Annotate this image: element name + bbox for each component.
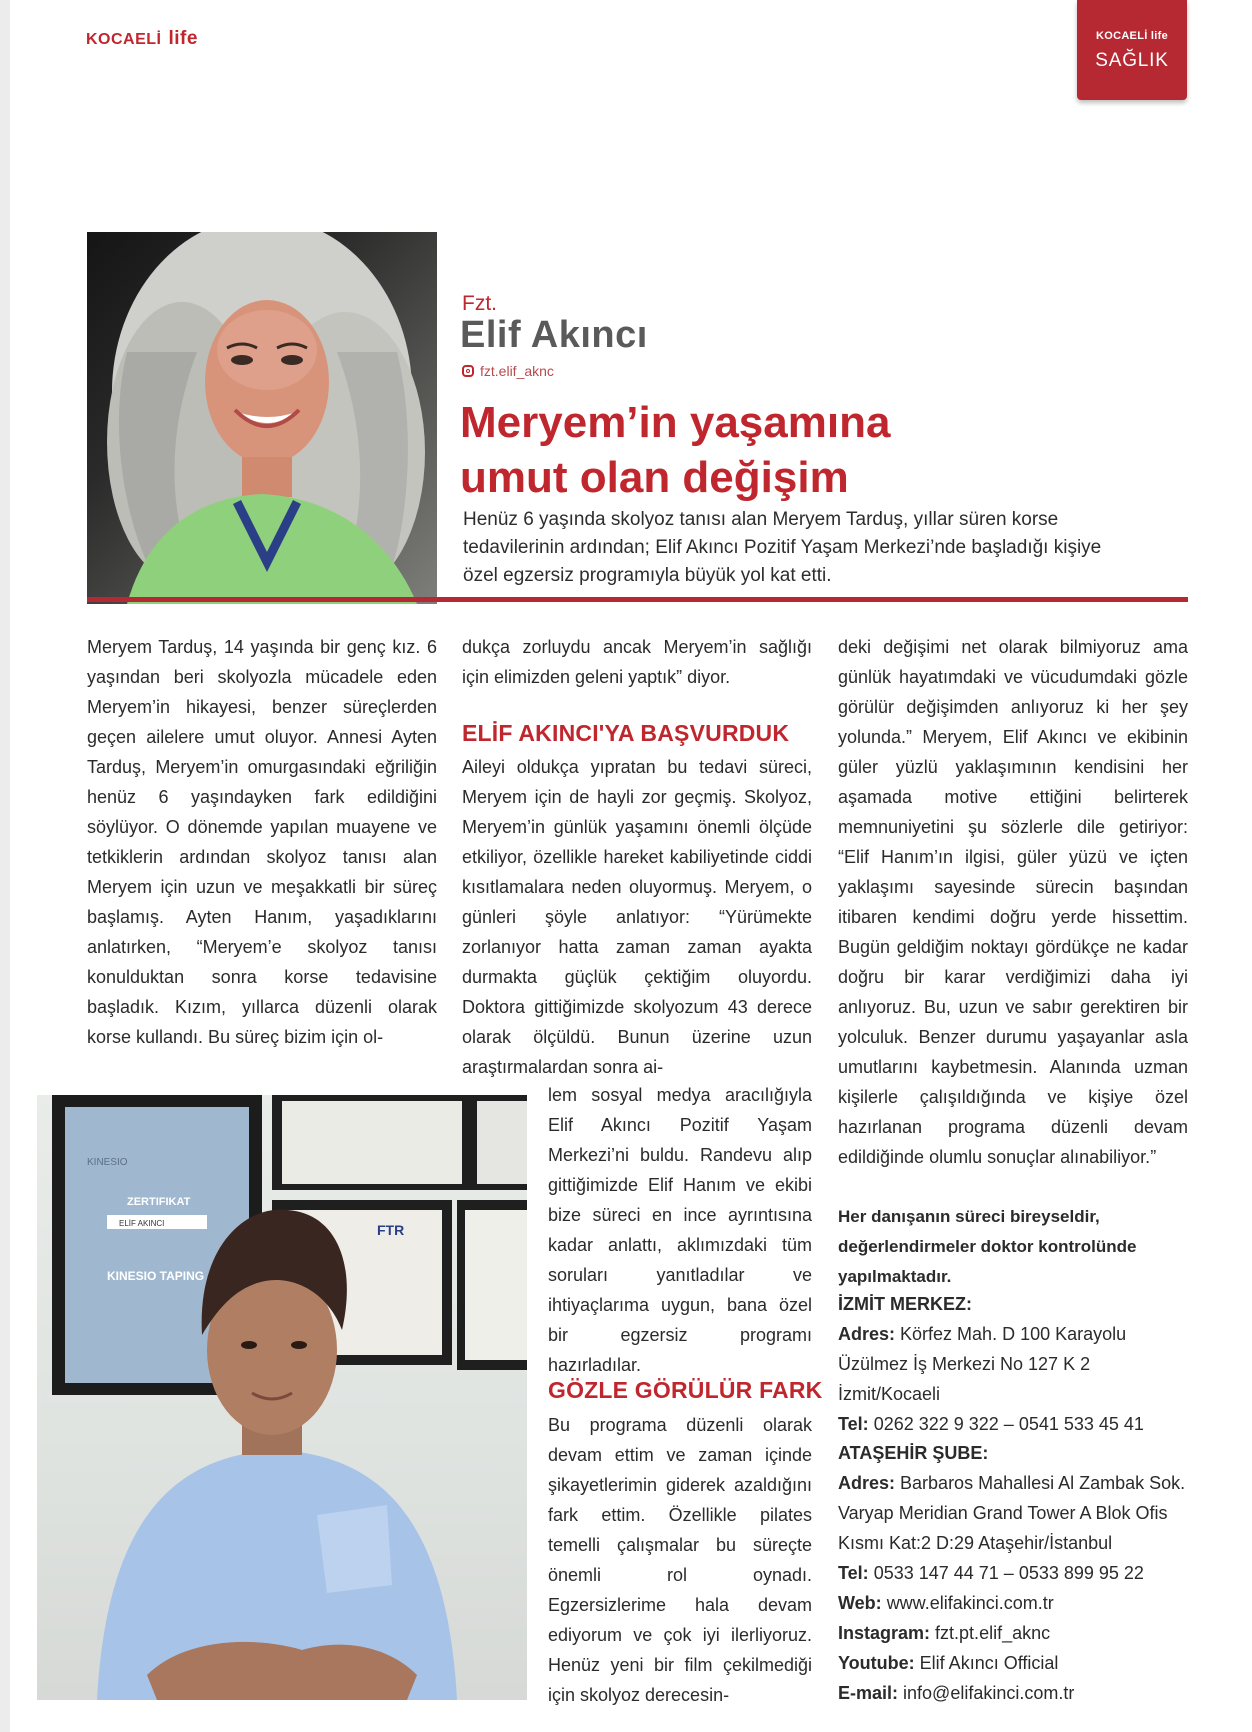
headline-line2: umut olan değişim	[460, 453, 849, 502]
atasehir-address: Adres: Barbaros Mahallesi Al Zambak Sok. Varyap Meridian Grand Tower A Blok Ofis Kısmı Kat:2 D:29 Ataşehir/İstanbul	[838, 1473, 1186, 1553]
subhead-gozle-gorulur-fark: GÖZLE GÖRÜLÜR FARK	[548, 1377, 823, 1403]
atasehir-email[interactable]: E-mail: info@elifakinci.com.tr	[838, 1683, 1075, 1703]
section-tab	[1077, 0, 1187, 100]
tab-section: SAĞLIK	[1095, 50, 1169, 71]
magazine-brand	[86, 28, 198, 50]
atasehir-web[interactable]: Web: www.elifakinci.com.tr	[838, 1593, 1054, 1613]
page-edge	[0, 0, 10, 1732]
column-2-body: Aileyi oldukça yıpratan bu tedavi süreci, Meryem için de hayli zor geçmiş. Skolyoz, Meryem’in günlük yaşamını önemli ölçüde etkiliyor, özellikle hareket kabiliyetinde ciddi kısıtlamalara neden oluyormuş. Meryem, o günleri şöyle anlatıyor: “Yürümekte zorlanıyor hatta zaman zaman ayakta durmakta güçlük çektiğim oluyordu. Doktora gittiğimizde skolyozum 43 derece olarak ölçüldü. Bunun üzerine uzun araştırmalardan sonra ai-	[462, 757, 812, 1077]
disclaimer-note: Her danışanın süreci bireyseldir, değerlendirmeler doktor kontrolünde yapılmaktadır.	[838, 1207, 1137, 1286]
tab-brand: KOCAELİ life	[1095, 30, 1169, 42]
patient-photo-illustration	[37, 1095, 527, 1700]
subhead-basvurduk: ELİF AKINCI'YA BAŞVURDUK	[462, 720, 790, 746]
cert-name: ELİF AKINCI	[119, 1219, 165, 1228]
author-handle	[462, 363, 554, 379]
column-1-text: Meryem Tarduş, 14 yaşında bir genç kız. 6 yaşından beri skolyozla mücadele eden Meryem’in hikayesi, benzer süreçlerden geçen ailelere umut oluyor. Annesi Ayten Tarduş, Meryem’in omurgasındaki eğriliğin henüz 6 yaşındayken fark edildiğini söylüyor. O dönemde yapılan muayene ve tetkiklerin ardından skolyoz tanısı alan Meryem için uzun ve meşakkatli bir süreç başlamış. Ayten Hanım, yaşadıklarını anlatırken, “Meryem’e skolyoz tanısı konulduktan sonra korse tedavisine başladık. Kızım, yıllarca düzenli olarak korse kullandı. Bu süreç bizim için ol-	[87, 637, 437, 1047]
column-2-narrow-2: Bu programa düzenli olarak devam ettim ve zaman içinde şikayetlerimin giderek azaldığını fark ettim. Özellikle pilates temelli çalışmalar bu süreçte önemli rol oynadı. Egzersizlerime hala devam ediyorum ve çok iyi ilerliyoruz. Henüz yeni bir film çekilmediği için skolyoz derecesin-	[548, 1415, 812, 1705]
brand-suffix: life	[168, 28, 198, 49]
instagram-icon	[462, 365, 474, 377]
headline-line1: Meryem’in yaşamına	[460, 398, 891, 447]
cert-kinesio-top: KINESIO	[87, 1157, 128, 1168]
patient-photo	[37, 1095, 527, 1700]
column-2-narrow: lem sosyal medya aracılığıyla Elif Akıncı Pozitif Yaşam Merkezi’ni buldu. Randevu alıp gittiğimizde Elif Hanım ve ekibi bize süreci en ince ayrıntısına kadar anlattı, aklımızdaki tüm soruları yanıtladılar ve ihtiyaçlarıma uygun, bana özel bir egzersiz programı hazırladılar.	[548, 1085, 812, 1375]
article-headline	[460, 395, 1080, 505]
atasehir-tel: Tel: 0533 147 44 71 – 0533 899 95 22	[838, 1563, 1144, 1583]
atasehir-title: ATAŞEHİR ŞUBE:	[838, 1443, 989, 1463]
izmit-tel: Tel: 0262 322 9 322 – 0541 533 45 41	[838, 1414, 1144, 1434]
cert-zertifikat: ZERTIFIKAT	[127, 1196, 191, 1208]
author-portrait-illustration	[87, 232, 437, 604]
contact-atasehir	[838, 1438, 1188, 1708]
izmit-title: İZMİT MERKEZ:	[838, 1294, 972, 1314]
column-3-text: deki değişimi net olarak bilmiyoruz ama günlük hayatımdaki ve vücudumdaki gözle görülür değişimden anlıyoruz ki her şey yolunda.” Meryem, Elif Akıncı ve ekibinin güler yüzlü yaklaşımının kendisini her aşamada motive ettiğini belirterek memnuniyetini şu sözlerle dile getiriyor: “Elif Hanım’ın ilgisi, güler yüzü ve içten yaklaşımı sayesinde sürecin başından itibaren kendimi doğru yerde hissettim. Bugün geldiğim noktayı gördükçe ne kadar doğru bir karar verdiğimizi daha iyi anlıyoruz. Bu, uzun ve sabır gerektiren bir yolculuk. Benzer durumu yaşayanlar asla umutlarını kaybetmesin. Alanında uzman kişilerle çalışıldığında ve kişiye özel hazırlanan programa düzenli devam edildiğinde olumlu sonuçlar alınabiliyor.”	[838, 637, 1188, 1167]
brand-prefix: KOCAELİ	[86, 31, 162, 48]
author-title: Fzt.	[462, 292, 497, 315]
contact-izmit	[838, 1289, 1188, 1439]
izmit-address: Adres: Körfez Mah. D 100 Karayolu Üzülmez İş Merkezi No 127 K 2 İzmit/Kocaeli	[838, 1324, 1127, 1404]
author-portrait	[87, 232, 437, 604]
article-lead: Henüz 6 yaşında skolyoz tanısı alan Meryem Tarduş, yıllar süren korse tedavilerinin ardından; Elif Akıncı Pozitif Yaşam Merkezi’nde başladığı kişiye özel egzersiz programıyla büyük yol kat etti.	[463, 509, 1102, 586]
cert-ftr: FTR	[377, 1222, 405, 1238]
atasehir-youtube[interactable]: Youtube: Elif Akıncı Official	[838, 1653, 1059, 1673]
column-2-intro: dukça zorluydu ancak Meryem’in sağlığı için elimizden geleni yaptık” diyor.	[462, 637, 812, 687]
author-handle-text: fzt.elif_aknc	[480, 363, 554, 379]
divider-rule	[87, 597, 1188, 602]
atasehir-instagram[interactable]: Instagram: fzt.pt.elif_aknc	[838, 1623, 1051, 1643]
author-name: Elif Akıncı	[460, 314, 648, 356]
cert-kinesio-taping: KINESIO TAPING	[107, 1269, 205, 1283]
